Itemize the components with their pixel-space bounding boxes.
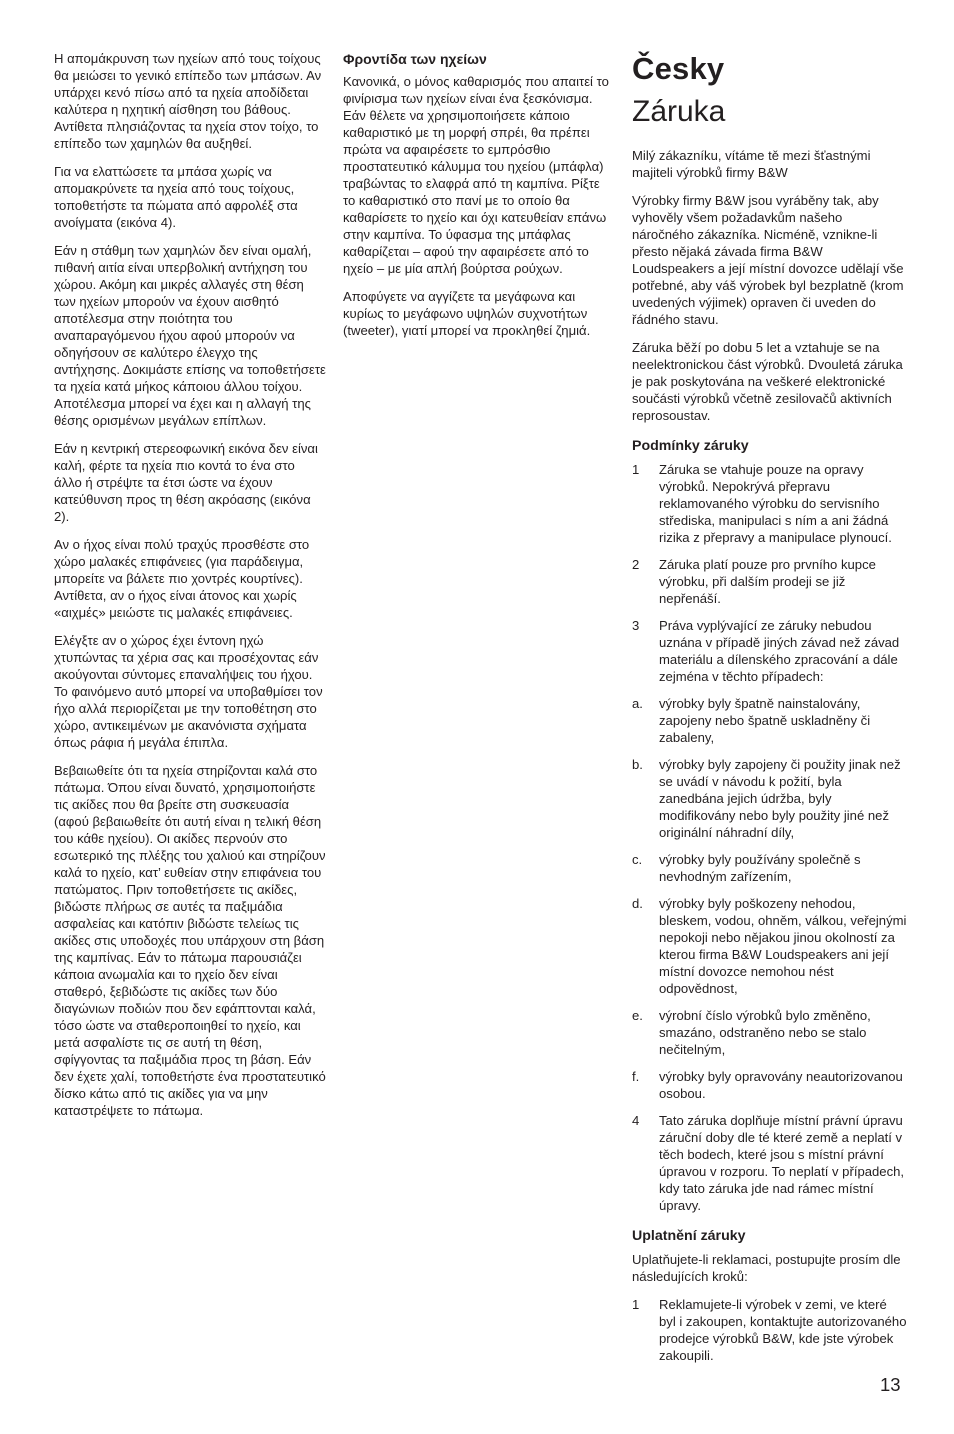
claims-list — [632, 1296, 907, 1364]
list-marker: d. — [632, 896, 643, 911]
paragraph: Αποφύγετε να αγγίζετε τα μεγάφωνα και κυρίως το μεγάφωνο υψηλών συχνοτήτων (tweeter), γιατί μπορεί να προκληθεί ζημιά. — [343, 289, 591, 338]
greek-column-left — [54, 50, 326, 1130]
list-item — [632, 1007, 907, 1058]
list-marker: c. — [632, 852, 643, 867]
list-item — [632, 461, 907, 546]
claims-heading: Uplatnění záruky — [632, 1228, 746, 1244]
list-item — [632, 617, 907, 685]
paragraph: Για να ελαττώσετε τα μπάσα χωρίς να απομακρύνετε τα ηχεία από τους τοίχους, τοποθετήστε τα πώματα από αφρολέξ στα ανοίγματα (εικόνα 4). — [54, 164, 298, 230]
list-marker: 4 — [632, 1113, 640, 1128]
list-item — [632, 851, 907, 885]
paragraph: Εάν η κεντρική στερεοφωνική εικόνα δεν είναι καλή, φέρτε τα ηχεία πιο κοντά το ένα στο άλλο ή στρέψτε τα έτσι ώστε να έχουν κατεύθυνση προς τη θέση ακρόασης (εικόνα 2). — [54, 441, 318, 524]
page-title: Záruka — [632, 95, 726, 128]
list-text: výrobky byly zapojeny či použity jinak než se uvádí v návodu k požití, byla zanedbána jejich údržba, byly modifikovány nebo byly použity jiné než originální náhradní díly, — [659, 757, 901, 840]
list-text: výrobky byly poškozeny nehodou, bleskem, vodou, ohněm, válkou, veřejnými nepokoji nebo nějakou jinou okolností za kterou firma B&W Loudspeakers ani její místní dovozce nemohou nést odpovědnost, — [659, 896, 907, 996]
list-item — [632, 695, 907, 746]
conditions-list — [632, 461, 907, 1214]
list-text: Záruka platí pouze pro prvního kupce výrobku, při dalším prodeji se již nepřenáší. — [659, 557, 876, 606]
paragraph: Κανονικά, ο μόνος καθαρισμός που απαιτεί το φινίρισμα των ηχείων είναι ένα ξεσκόνισμα. Εάν θέλετε να χρησιμοποιήσετε κάποιο καθαριστικό με τη μορφή σπρέι, θα πρέπει πρώτα να αφαιρέσετε το εμπρόσθιο προστατευτικό κάλυμμα του ηχείου (μπάφλα) τραβώντας το ελαφρά από τη καμπίνα. Ρίξτε το καθαριστικό στο πανί με το οποίο θα καθαρίσετε το ηχείο και όχι κατευθείαν επάνω στην καμπίνα. Το ύφασμα της μπάφλας καθαρίζεται – αφού την αφαιρέσετε από το ηχείο – με μία απλή βούρτσα ρούχων. — [343, 74, 609, 276]
list-item — [632, 1112, 907, 1214]
section-heading: Φροντίδα των ηχείων — [343, 51, 487, 67]
list-marker: 2 — [632, 557, 640, 572]
list-item — [632, 1068, 907, 1102]
list-item — [632, 756, 907, 841]
list-marker: a. — [632, 696, 643, 711]
conditions-heading: Podmínky záruky — [632, 438, 749, 454]
paragraph: Η απομάκρυνση των ηχείων από τους τοίχους θα μειώσει το γενικό επίπεδο των μπάσων. Αν υπάρχει κενό πίσω από τα ηχεία αποδίδεται καλύτερα η ηχητική αίσθηση του βάθους. Αντίθετα πλησιάζοντας τα ηχεία στον τοίχο, το επίπεδο των χαμηλών θα αυξηθεί. — [54, 51, 322, 151]
list-marker: e. — [632, 1008, 643, 1023]
list-marker: b. — [632, 757, 643, 772]
paragraph: Βεβαιωθείτε ότι τα ηχεία στηρίζονται καλά στο πάτωμα. Όπου είναι δυνατό, χρησιμοποιήστε τις ακίδες που θα βρείτε στη συσκευασία (αφού βεβαιωθείτε ότι αυτή είναι η τελική θέση του κάθε ηχείου). Οι ακίδες περνούν στο εσωτερικό της πλέξης του χαλιού και στηρίζουν καλά το ηχείο, κατ’ ευθείαν στην επιφάνεια του πατώματος. Πριν τοποθετήσετε τις ακίδες, βιδώστε πλήρως σε αυτές τα παξιμάδια ασφαλείας και κατόπιν βιδώστε τελείως τις ακίδες στις υποδοχές που υπάρχουν στη βάση της καμπίνας. Εάν το πάτωμα παρουσιάζει κάποια ανωμαλία και το ηχείο δεν είναι σταθερό, ξεβιδώστε τις ακίδες των δύο διαγώνιων ποδιών που δεν εφάπτονται καλά, τόσο ώστε να σταθεροποιηθεί το ηχείο, και μετά ασφαλίστε τις σε αυτή τη θέση, σφίγγοντας τα παξιμάδια προς τη βάση. Εάν δεν έχετε χαλί, τοποθετήστε ένα προστατευτικό δίσκο κάτω από τις ακίδες για να μην καταστρέψετε το πάτωμα. — [54, 763, 326, 1118]
czech-column — [632, 50, 907, 1374]
paragraph: Uplatňujete-li reklamaci, postupujte prosím dle následujících kroků: — [632, 1252, 901, 1284]
list-text: výrobní číslo výrobků bylo změněno, smazáno, odstraněno nebo se stalo nečitelným, — [659, 1008, 871, 1057]
list-text: Záruka se vtahuje pouze na opravy výrobků. Nepokrývá přepravu reklamovaného výrobku do servisního střediska, manipulaci s ním a ani žádná rizika z přepravy a manipulace plynoucí. — [659, 462, 892, 545]
list-marker: 1 — [632, 462, 640, 477]
paragraph: Záruka běží po dobu 5 let a vztahuje se na neelektronickou část výrobků. Dvouletá záruka je pak poskytována na veškeré elektronické součásti výrobků včetně zesilovačů aktivních reprosoustav. — [632, 340, 903, 423]
list-text: Reklamujete-li výrobek v zemi, ve které byl i zakoupen, kontaktujte autorizovaného prodejce výrobků B&W, kde jste výrobek zakoupili. — [659, 1297, 907, 1363]
paragraph: Výrobky firmy B&W jsou vyráběny tak, aby vyhověly všem požadavkům našeho náročného zákazníka. Nicméně, vznikne-li přesto nějaká závada firma B&W Loudspeakers a její místní dovozce udělají vše potřebné, aby váš výrobek byl bezplatně (krom uvedených výjimek) opraven či uveden do řádného stavu. — [632, 193, 904, 327]
list-item — [632, 895, 907, 997]
greek-column-middle — [343, 50, 615, 350]
language-heading: Česky — [632, 51, 725, 86]
paragraph: Ελέγξτε αν ο χώρος έχει έντονη ηχώ χτυπώντας τα χέρια σας και προσέχοντας εάν ακούγονται σύντομες επαναλήψεις του ήχου. Το φαινόμενο αυτό μπορεί να υποβαθμίσει τον ήχο αλλά περιορίζεται με την τοποθέτηση στο χώρο, αντικειμένων με ακανόνιστα σχήματα όπως ράφια ή μεγάλα έπιπλα. — [54, 633, 323, 750]
paragraph: Αν ο ήχος είναι πολύ τραχύς προσθέστε στο χώρο μαλακές επιφάνειες (για παράδειγμα, μπορείτε να βάλετε πιο χοντρές κουρτίνες). Αντίθετα, αν ο ήχος είναι άτονος και χωρίς «αιχμές» μειώστε τις μαλακές επιφάνειες. — [54, 537, 310, 620]
list-item — [632, 556, 907, 607]
list-text: Tato záruka doplňuje místní právní úpravu záruční doby dle té které země a neplatí v těch bodech, které jsou s místní právní úpravou v rozporu. To neplatí v případech, kdy tato záruka jde nad rámec místní úpravy. — [659, 1113, 905, 1213]
list-marker: 3 — [632, 618, 640, 633]
list-text: výrobky byly špatně nainstalovány, zapojeny nebo špatně uskladněny či zabaleny, — [659, 696, 871, 745]
paragraph: Εάν η στάθμη των χαμηλών δεν είναι ομαλή, πιθανή αιτία είναι υπερβολική αντήχηση του χώρου. Ακόμη και μικρές αλλαγές στη θέση των ηχείων μπορούν να έχουν αισθητό αποτέλεσμα στην ποιότητα του αναπαραγόμενου ήχου αφού μπορούν να οδηγήσουν σε καλύτερο έλεγχο της αντήχησης. Δοκιμάστε επίσης να τοποθετήσετε τα ηχεία κατά μήκος κάποιου άλλου τοίχου. Αποτέλεσμα μπορεί να έχει και η αλλαγή της θέσης ορισμένων μεγάλων επίπλων. — [54, 243, 326, 428]
list-marker: f. — [632, 1069, 640, 1084]
list-text: výrobky byly používány společně s nevhodným zařízením, — [659, 852, 861, 884]
list-item — [632, 1296, 907, 1364]
list-marker: 1 — [632, 1297, 640, 1312]
page-number: 13 — [880, 1374, 901, 1395]
list-text: výrobky byly opravovány neautorizovanou osobou. — [659, 1069, 903, 1101]
list-text: Práva vyplývající ze záruky nebudou uznána v případě jiných závad než závad materiálu a dílenského zpracování a dále zejména v těchto případech: — [659, 618, 900, 684]
paragraph: Milý zákazníku, vítáme tě mezi šťastnými majiteli výrobků firmy B&W — [632, 148, 871, 180]
